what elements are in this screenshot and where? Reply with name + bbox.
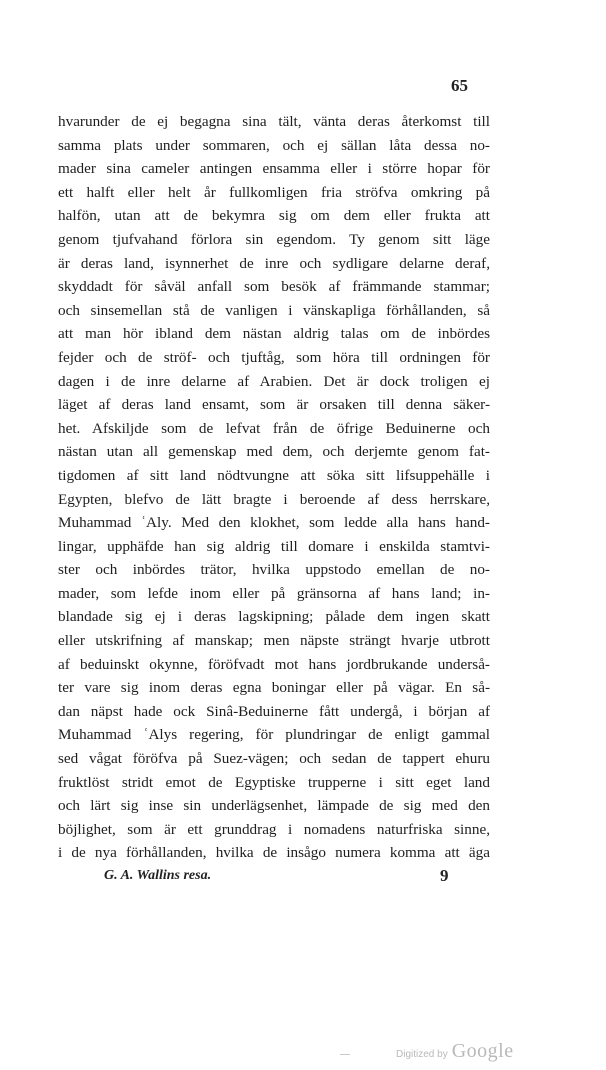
page-number: 65 [451, 76, 468, 95]
signature-number: 9 [440, 866, 449, 885]
text-line: ster och inbördes trätor, hvilka uppstodo emellan de no- [58, 561, 490, 579]
text-line: och lärt sig inse sin underlägsenhet, lämpade de sig med den [58, 797, 490, 815]
text-line: och sinsemellan stå de vanligen i vänskapliga förhållanden, så [58, 301, 490, 319]
text-line: lingar, upphäfde han sig aldrig till domare i enskilda stamtvi- [58, 537, 490, 555]
text-line: dagen i de inre delarne af Arabien. Det är dock troligen ej [58, 372, 490, 390]
text-line: tigdomen af sitt land nödtvungne att söka sitt lifsuppehälle i [58, 466, 490, 484]
text-line: nästan utan all gemenskap med dem, och derjemte genom fat- [58, 443, 490, 461]
text-line: Egypten, blefvo de lätt bragte i beroende af dess herrskare, [58, 490, 490, 508]
text-line: halfön, utan att de bekymra sig om dem eller frukta att [58, 207, 490, 225]
watermark-digitized-label: Digitized by [396, 1049, 448, 1060]
text-line: samma plats under sommaren, och ej sällan låta dessa no- [58, 136, 490, 154]
text-line: böjlighet, som är ett grunddrag i nomadens naturfriska sinne, [58, 820, 490, 838]
text-line: mader, som lefde inom eller på gränsorna af hans land; in- [58, 584, 490, 602]
text-line: eller utskrifning af manskap; men näpste strängt hvarje utbrott [58, 632, 490, 650]
text-line: fejder och de ströf- och tjuftåg, som höra till ordningen för [58, 348, 490, 366]
text-line: Muhammad ʿAly. Med den klokhet, som ledde alla hans hand- [58, 514, 490, 532]
text-line: hvarunder de ej begagna sina tält, vänta deras återkomst till [58, 113, 490, 130]
page-footer [58, 868, 490, 892]
text-line: i de nya förhållanden, hvilka de insågo numera komma att äga [58, 844, 490, 862]
text-line: att man hör ibland dem nästan aldrig talas om de inbördes [58, 325, 490, 343]
body-text [58, 110, 490, 865]
text-line: blandade sig ej i deras lagskipning; pålade dem ingen skatt [58, 608, 490, 626]
scan-mark [340, 1054, 350, 1055]
text-line: läget af deras land ensamt, som är orsaken till denna säker- [58, 396, 490, 414]
text-line: fruktlöst stridt emot de Egyptiske trupperne i sitt eget land [58, 773, 490, 791]
digitization-watermark [396, 1040, 514, 1070]
signature-title: G. A. Wallins resa. [104, 868, 212, 883]
text-line: ter vare sig inom deras egna boningar eller på vägar. En så- [58, 679, 490, 697]
text-line: Muhammad ʿAlys regering, för plundringar de enligt gammal [58, 726, 490, 744]
google-logo: Google [451, 1040, 514, 1062]
text-line: är deras land, isynnerhet de inre och sydligare delarne deraf, [58, 254, 490, 272]
text-line: dan näpst hade ock Sinâ-Beduinerne fått undergå, i början af [58, 702, 490, 720]
text-line: het. Afskiljde som de lefvat från de öfrige Beduinerne och [58, 419, 490, 437]
text-line: sed vågat föröfva på Suez-vägen; och sedan de tappert ehuru [58, 750, 490, 768]
text-line: skyddadt för såväl anfall som besök af främmande stammar; [58, 278, 490, 296]
text-line: af beduinskt okynne, föröfvadt mot hans jordbrukande underså- [58, 655, 490, 673]
text-line: mader sina cameler antingen ensamma eller i större hopar för [58, 160, 490, 178]
text-line: genom tjufvahand förlora sin egendom. Ty genom sitt läge [58, 230, 490, 248]
text-line: ett halft eller helt år fullkomligen fria ströfva omkring på [58, 183, 490, 201]
